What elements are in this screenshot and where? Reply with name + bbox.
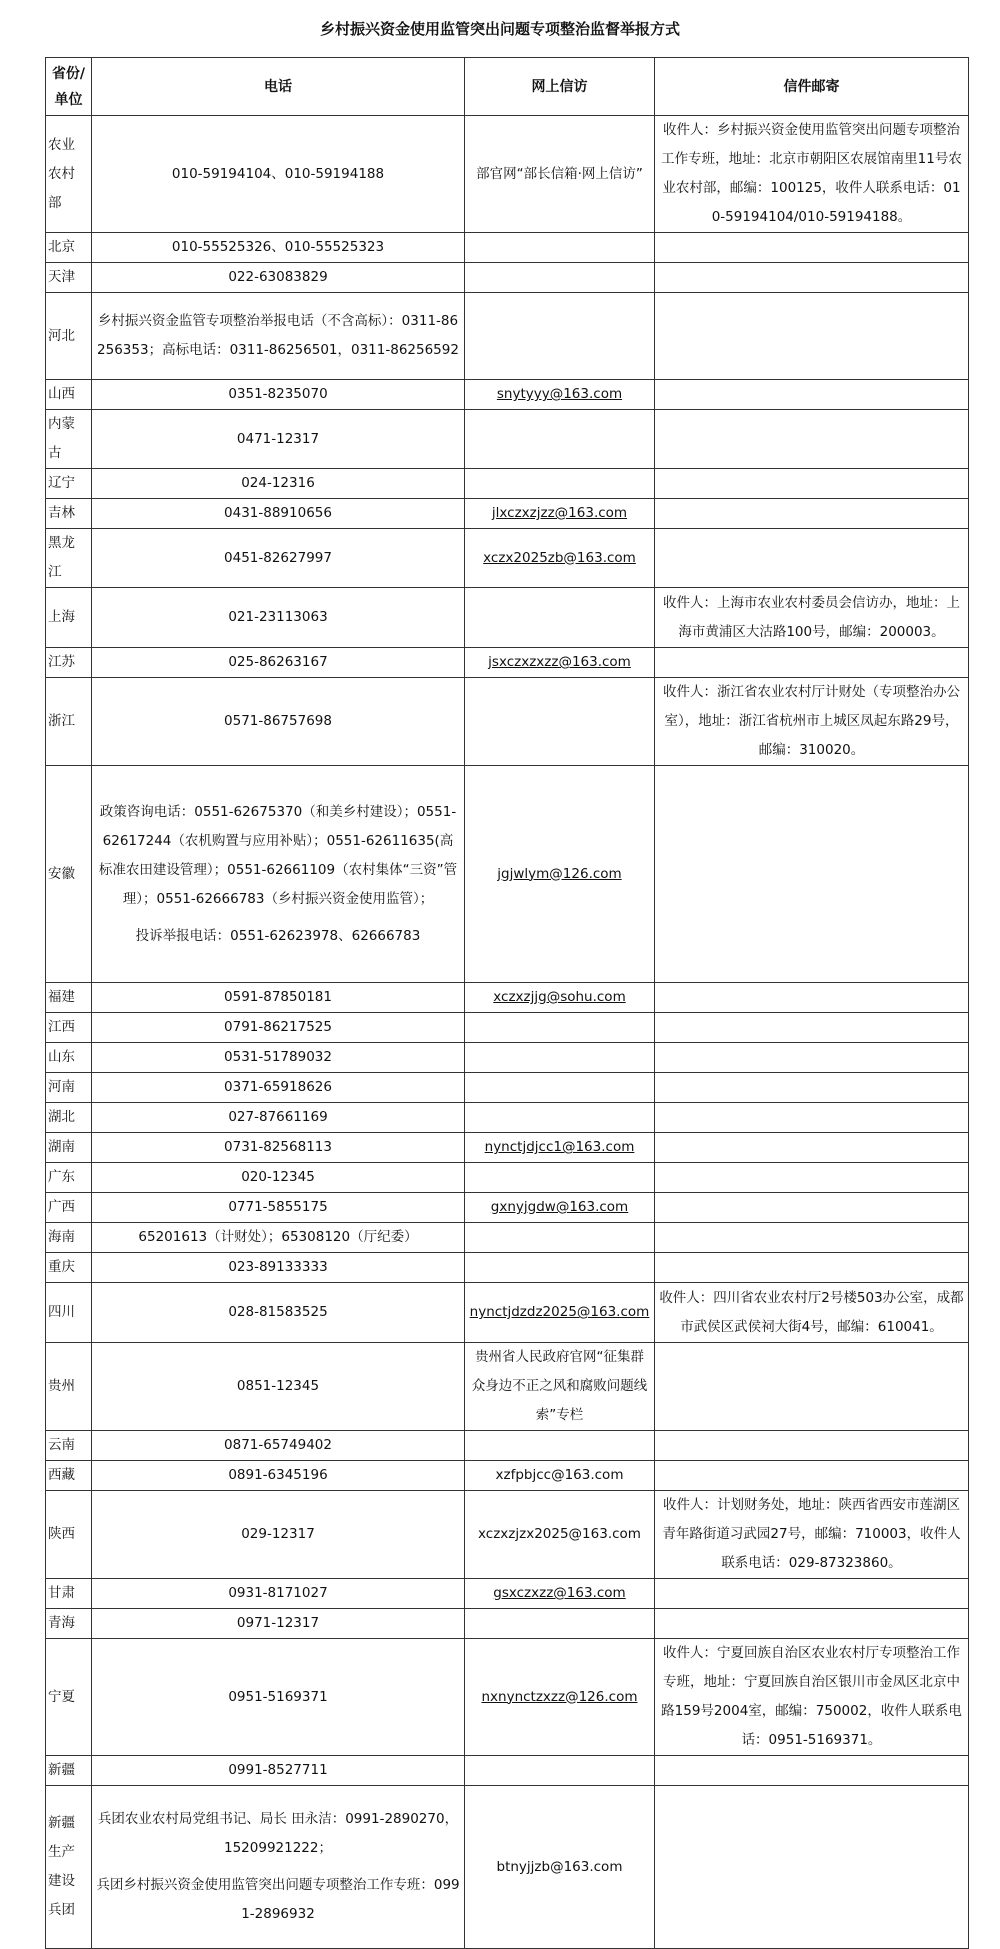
- mail-cell: 收件人：浙江省农业农村厅计财处（专项整治办公室），地址：浙江省杭州市上城区凤起东路29号，邮编：310020。: [655, 678, 969, 766]
- online-cell: [465, 1786, 655, 1949]
- phone-cell: [92, 1579, 465, 1609]
- phone-text: 0371-65918626: [224, 1079, 332, 1095]
- province-cell: 河南: [46, 1073, 92, 1103]
- table-row: [46, 983, 969, 1013]
- table-row: [46, 380, 969, 410]
- table-row: [46, 1786, 969, 1949]
- phone-text: 024-12316: [241, 475, 315, 491]
- phone-text: 0931-8171027: [228, 1585, 328, 1601]
- online-cell: [465, 1431, 655, 1461]
- phone-cell: [92, 1491, 465, 1579]
- phone-text: 兵团乡村振兴资金使用监管突出问题专项整治工作专班：0991-2896932: [96, 1877, 460, 1922]
- province-cell: 浙江: [46, 678, 92, 766]
- email-link[interactable]: nynctjdjcc1@163.com: [484, 1139, 635, 1155]
- online-cell: [465, 1609, 655, 1639]
- online-cell: [465, 1253, 655, 1283]
- phone-cell: [92, 1431, 465, 1461]
- paragraph-gap: [96, 1863, 460, 1871]
- table-row: [46, 1163, 969, 1193]
- province-cell: 广东: [46, 1163, 92, 1193]
- table-row: [46, 293, 969, 380]
- phone-text: 0591-87850181: [224, 989, 332, 1005]
- phone-text: 0351-8235070: [228, 386, 328, 402]
- online-cell: [465, 1013, 655, 1043]
- mail-cell: [655, 529, 969, 588]
- province-cell: 内蒙古: [46, 410, 92, 469]
- phone-cell: [92, 1103, 465, 1133]
- phone-cell: [92, 1193, 465, 1223]
- province-cell: 贵州: [46, 1343, 92, 1431]
- online-cell: [465, 1073, 655, 1103]
- phone-text: 027-87661169: [228, 1109, 328, 1125]
- province-cell: 西藏: [46, 1461, 92, 1491]
- mail-cell: 收件人：乡村振兴资金使用监管突出问题专项整治工作专班，地址：北京市朝阳区农展馆南里11号农业农村部，邮编：100125，收件人联系电话：010-59194104/010-59194188。: [655, 116, 969, 233]
- province-cell: 黑龙江: [46, 529, 92, 588]
- province-cell: 河北: [46, 293, 92, 380]
- province-cell: 甘肃: [46, 1579, 92, 1609]
- online-cell: [465, 1103, 655, 1133]
- phone-cell: [92, 588, 465, 648]
- mail-cell: [655, 648, 969, 678]
- email-link[interactable]: gxnyjgdw@163.com: [490, 1199, 629, 1215]
- phone-cell: [92, 529, 465, 588]
- phone-text: 政策咨询电话：0551-62675370（和美乡村建设）；0551-62617244（农机购置与应用补贴）；0551-62611635(高标准农田建设管理）；0551-62661109（农村集体“三资”管理）；0551-62666783（乡村振兴资金使用监管）；: [98, 803, 458, 907]
- phone-cell: [92, 499, 465, 529]
- page-title: 乡村振兴资金使用监管突出问题专项整治监督举报方式: [319, 20, 680, 38]
- online-cell: [465, 1343, 655, 1431]
- phone-cell: [92, 1253, 465, 1283]
- mail-cell: [655, 263, 969, 293]
- phone-text: 0471-12317: [236, 430, 320, 447]
- online-cell: [465, 499, 655, 529]
- phone-cell: [92, 1133, 465, 1163]
- phone-cell: [92, 766, 465, 983]
- province-cell: 湖北: [46, 1103, 92, 1133]
- province-cell: 新疆生产建设兵团: [46, 1786, 92, 1949]
- province-cell: 上海: [46, 588, 92, 648]
- mail-cell: [655, 233, 969, 263]
- online-text: btnyjjzb@163.com: [496, 1858, 623, 1875]
- online-cell: [465, 588, 655, 648]
- table-row: [46, 410, 969, 469]
- table-row: [46, 1043, 969, 1073]
- table-row: [46, 1253, 969, 1283]
- mail-cell: [655, 983, 969, 1013]
- province-cell: 辽宁: [46, 469, 92, 499]
- online-cell: [465, 1639, 655, 1756]
- table-row: [46, 1133, 969, 1163]
- email-link[interactable]: gsxczxzz@163.com: [493, 1585, 626, 1601]
- phone-cell: [92, 263, 465, 293]
- email-link[interactable]: jgjwlym@126.com: [497, 865, 622, 882]
- phone-cell: [92, 469, 465, 499]
- phone-cell: [92, 410, 465, 469]
- phone-text: 乡村振兴资金监管专项整治举报电话（不含高标）：0311-86256353；高标电话：0311-86256501，0311-86256592: [97, 313, 459, 358]
- online-cell: [465, 1491, 655, 1579]
- phone-cell: [92, 1461, 465, 1491]
- email-link[interactable]: jsxczxzxzz@163.com: [488, 654, 631, 670]
- province-cell: 广西: [46, 1193, 92, 1223]
- online-cell: [465, 293, 655, 380]
- province-cell: 山东: [46, 1043, 92, 1073]
- online-cell: [465, 983, 655, 1013]
- phone-cell: [92, 1609, 465, 1639]
- online-text: xczxzjzx2025@163.com: [478, 1526, 641, 1542]
- phone-cell: [92, 1786, 465, 1949]
- online-cell: [465, 1193, 655, 1223]
- online-cell: [465, 1579, 655, 1609]
- online-cell: [465, 263, 655, 293]
- phone-text: 0871-65749402: [224, 1437, 332, 1453]
- province-cell: 山西: [46, 380, 92, 410]
- mail-cell: [655, 1461, 969, 1491]
- table-row: [46, 1609, 969, 1639]
- table-row: [46, 1073, 969, 1103]
- table-row: [46, 1639, 969, 1756]
- phone-cell: [92, 293, 465, 380]
- mail-cell: [655, 766, 969, 983]
- mail-cell: [655, 1193, 969, 1223]
- mail-cell: [655, 1043, 969, 1073]
- mail-cell: [655, 1756, 969, 1786]
- email-link[interactable]: xczx2025zb@163.com: [483, 549, 636, 566]
- header-province: 省份/单位: [46, 58, 92, 116]
- phone-text: 65201613（计财处）；65308120（厅纪委）: [138, 1229, 418, 1245]
- province-cell: 北京: [46, 233, 92, 263]
- phone-text: 0791-86217525: [224, 1019, 332, 1035]
- phone-text: 023-89133333: [228, 1259, 328, 1275]
- mail-cell: [655, 469, 969, 499]
- phone-text: 021-23113063: [228, 609, 328, 625]
- mail-cell: [655, 1786, 969, 1949]
- table-row: [46, 529, 969, 588]
- phone-text: 0891-6345196: [228, 1467, 328, 1483]
- online-cell: [465, 648, 655, 678]
- mail-cell: [655, 1073, 969, 1103]
- phone-text: 0451-82627997: [224, 549, 332, 566]
- online-cell: [465, 1223, 655, 1253]
- province-cell: 江西: [46, 1013, 92, 1043]
- online-cell: [465, 766, 655, 983]
- phone-cell: [92, 1043, 465, 1073]
- table-header-row: [46, 58, 969, 116]
- phone-text: 0571-86757698: [224, 713, 332, 729]
- phone-cell: [92, 1163, 465, 1193]
- online-cell: [465, 678, 655, 766]
- paragraph-gap: [96, 914, 460, 922]
- mail-cell: [655, 1163, 969, 1193]
- mail-cell: [655, 410, 969, 469]
- online-cell: [465, 1043, 655, 1073]
- table-row: [46, 1431, 969, 1461]
- online-cell: [465, 469, 655, 499]
- email-link[interactable]: nxnynctzxzz@126.com: [481, 1688, 638, 1705]
- online-text: 部官网“部长信箱·网上信访”: [476, 165, 643, 182]
- mail-cell: [655, 1431, 969, 1461]
- phone-cell: [92, 1343, 465, 1431]
- report-methods-table: [45, 57, 969, 1949]
- phone-cell: [92, 380, 465, 410]
- province-cell: 海南: [46, 1223, 92, 1253]
- mail-cell: [655, 293, 969, 380]
- phone-text: 029-12317: [241, 1526, 315, 1542]
- province-cell: 陕西: [46, 1491, 92, 1579]
- province-cell: 云南: [46, 1431, 92, 1461]
- email-link[interactable]: xczxzjjg@sohu.com: [493, 989, 626, 1005]
- header-online: 网上信访: [465, 58, 655, 116]
- province-cell: 青海: [46, 1609, 92, 1639]
- province-cell: 四川: [46, 1283, 92, 1343]
- table-row: [46, 678, 969, 766]
- phone-cell: [92, 648, 465, 678]
- table-row: [46, 469, 969, 499]
- mail-cell: [655, 1609, 969, 1639]
- table-row: [46, 1579, 969, 1609]
- province-cell: 重庆: [46, 1253, 92, 1283]
- online-cell: [465, 410, 655, 469]
- online-text: xzfpbjcc@163.com: [495, 1467, 624, 1483]
- phone-text: 0731-82568113: [224, 1139, 332, 1155]
- phone-cell: [92, 1013, 465, 1043]
- phone-cell: [92, 983, 465, 1013]
- province-cell: 新疆: [46, 1756, 92, 1786]
- province-cell: 福建: [46, 983, 92, 1013]
- phone-text: 028-81583525: [228, 1304, 328, 1320]
- table-row: [46, 116, 969, 233]
- mail-cell: 收件人：宁夏回族自治区农业农村厅专项整治工作专班，地址：宁夏回族自治区银川市金凤区北京中路159号2004室，邮编：750002，收件人联系电话：0951-5169371。: [655, 1639, 969, 1756]
- phone-cell: [92, 1223, 465, 1253]
- table-body: [46, 116, 969, 1949]
- phone-text: 0951-5169371: [228, 1688, 328, 1705]
- table-row: [46, 1491, 969, 1579]
- email-link[interactable]: jlxczxzjzz@163.com: [491, 505, 628, 521]
- phone-cell: [92, 1639, 465, 1756]
- phone-text: 0771-5855175: [228, 1199, 328, 1215]
- province-cell: 江苏: [46, 648, 92, 678]
- phone-cell: [92, 1073, 465, 1103]
- mail-cell: [655, 499, 969, 529]
- mail-cell: [655, 1013, 969, 1043]
- province-cell: 安徽: [46, 766, 92, 983]
- header-mail: 信件邮寄: [655, 58, 969, 116]
- email-link[interactable]: snytyyy@163.com: [496, 386, 623, 402]
- mail-cell: [655, 1103, 969, 1133]
- table-row: [46, 499, 969, 529]
- online-cell: [465, 1283, 655, 1343]
- table-row: [46, 1461, 969, 1491]
- online-cell: [465, 529, 655, 588]
- mail-cell: [655, 1223, 969, 1253]
- province-cell: 宁夏: [46, 1639, 92, 1756]
- phone-text: 兵团农业农村局党组书记、局长 田永洁：0991-2890270，15209921222；: [97, 1811, 459, 1856]
- table-row: [46, 1013, 969, 1043]
- phone-text: 投诉举报电话：0551-62623978、62666783: [135, 927, 421, 944]
- online-cell: [465, 116, 655, 233]
- mail-cell: [655, 1253, 969, 1283]
- table-row: [46, 1223, 969, 1253]
- table-row: [46, 1343, 969, 1431]
- phone-cell: [92, 1756, 465, 1786]
- phone-cell: [92, 678, 465, 766]
- phone-text: 020-12345: [241, 1169, 315, 1185]
- phone-text: 0971-12317: [236, 1615, 320, 1631]
- phone-cell: [92, 116, 465, 233]
- mail-cell: [655, 380, 969, 410]
- province-cell: 吉林: [46, 499, 92, 529]
- table-row: [46, 1193, 969, 1223]
- table-row: [46, 766, 969, 983]
- phone-text: 0851-12345: [236, 1378, 320, 1394]
- online-cell: [465, 380, 655, 410]
- online-cell: [465, 1461, 655, 1491]
- email-link[interactable]: nynctjdzdz2025@163.com: [469, 1304, 650, 1320]
- province-cell: 农业农村部: [46, 116, 92, 233]
- table-row: [46, 648, 969, 678]
- mail-cell: [655, 1579, 969, 1609]
- phone-text: 010-55525326、010-55525323: [171, 239, 385, 255]
- mail-cell: [655, 1343, 969, 1431]
- province-cell: 湖南: [46, 1133, 92, 1163]
- phone-text: 025-86263167: [228, 654, 328, 670]
- mail-cell: 收件人：计划财务处，地址：陕西省西安市莲湖区青年路街道习武园27号，邮编：710003，收件人联系电话：029-87323860。: [655, 1491, 969, 1579]
- online-cell: [465, 1163, 655, 1193]
- phone-text: 0431-88910656: [224, 505, 332, 521]
- phone-text: 0991-8527711: [228, 1762, 328, 1778]
- table-row: [46, 233, 969, 263]
- phone-cell: [92, 233, 465, 263]
- province-cell: 天津: [46, 263, 92, 293]
- table-row: [46, 1103, 969, 1133]
- online-text: 贵州省人民政府官网“征集群众身边不正之风和腐败问题线索”专栏: [471, 1349, 648, 1423]
- phone-cell: [92, 1283, 465, 1343]
- header-phone: 电话: [92, 58, 465, 116]
- table-row: [46, 588, 969, 648]
- online-cell: [465, 233, 655, 263]
- mail-cell: 收件人：四川省农业农村厅2号楼503办公室，成都市武侯区武侯祠大街4号，邮编：610041。: [655, 1283, 969, 1343]
- mail-cell: [655, 1133, 969, 1163]
- online-cell: [465, 1133, 655, 1163]
- table-row: [46, 1756, 969, 1786]
- table-row: [46, 263, 969, 293]
- phone-text: 0531-51789032: [224, 1049, 332, 1065]
- online-cell: [465, 1756, 655, 1786]
- phone-text: 010-59194104、010-59194188: [171, 165, 385, 182]
- phone-text: 022-63083829: [228, 269, 328, 285]
- table-row: [46, 1283, 969, 1343]
- mail-cell: 收件人：上海市农业农村委员会信访办，地址：上海市黄浦区大沽路100号，邮编：200003。: [655, 588, 969, 648]
